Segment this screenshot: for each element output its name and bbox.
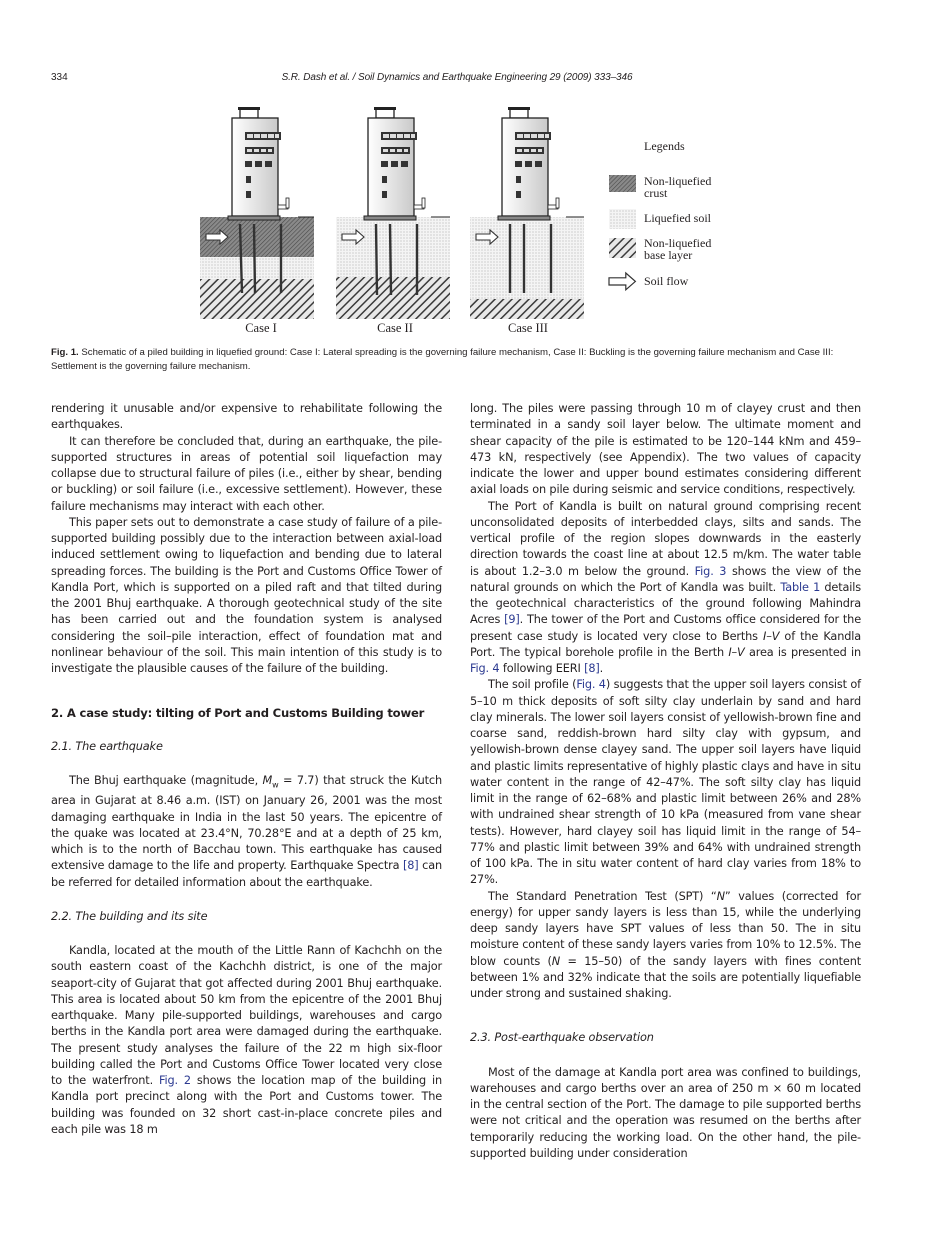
case-1-diagram (200, 107, 314, 319)
paragraph: It can therefore be concluded that, during an earthquake, the pile-supported structures in areas of potential soil liquefaction may collapse due to structural failure of piles (i.e., either by shear, bending or buckling) or soil failure (i.e., excessive settlement). However, these failure mechanisms may interact with each other. (51, 434, 442, 513)
figure-link[interactable]: Fig. 3 (694, 564, 727, 578)
legend-title: Legends (644, 139, 685, 153)
figure-link[interactable]: Fig. 2 (158, 1074, 191, 1087)
paragraph: rendering it unusable and/or expensive to rehabilitate following the earthquakes. (51, 402, 442, 432)
legend-item-base-line2: base layer (644, 248, 693, 262)
subsection-heading-2-2: 2.2. The building and its site (51, 909, 208, 923)
figure-label: Fig. 1. (51, 347, 79, 358)
paragraph: The soil profile (Fig. 4) suggests that the upper soil layers consist of 5–10 m thick deposits of soft silty clay underlain by sand and hard clay minerals. The lower soil layers consist of yellowish-brown fine and coarse sand, reddish-brown hard silty clay with gypsum, and yellowish-brown dense clayey sand. The upper soil layers have liquid and plastic limits representative of highly plastic clays and have in situ water content in the range of 42–47%. The soft silty clay has liquid limit in the range of 62–68% and plastic limit between 26% and 28% with undrained shear strength of 10 kPa (measured from vane shear tests). However, hard clayey soil has liquid limit in the range of 54–77% and plastic limit between 39% and 64% with undrained strength of 100 kPa. The in situ water content of hard clay varies from 18% to 27%. (470, 678, 861, 887)
legend-item-base-line1: Non-liquefied (644, 236, 712, 250)
paragraph: long. The piles were passing through 10 m of clayey crust and then terminated in a sandy soil layer below. The ultimate moment and shear capacity of the pile is estimated to be 120–144 kNm and 459–473 kN, respectively (see Appendix). The two values of capacity indicate the lower and upper bound estimates considering different axial loads on pile during seismic and service conditions, respectively. (470, 402, 861, 497)
subsection-heading-2-1: 2.1. The earthquake (51, 739, 163, 753)
figure-caption-text: Schematic of a piled building in liquefied ground: Case I: Lateral spreading is the governing failure mechanism, Case II: Buckling is the governing failure mechanism and Case III: Settlement is the governing failure mechanism. (51, 347, 834, 372)
page-number: 334 (51, 72, 68, 83)
arrow-right-outline-icon (609, 273, 635, 290)
reference-link[interactable]: [9] (504, 613, 520, 627)
figure-1 (196, 105, 736, 337)
figure-link[interactable]: Fig. 4 (576, 678, 606, 692)
case-1-label: Case I (245, 321, 277, 335)
paragraph: The Port of Kandla is built on natural ground comprising recent unconsolidated deposits of interbedded clays, silts and sands. The vertical profile of the region slopes downwards in the easterly direction towards the coast line at about 12.5 m/km. The water table is about 1.2–3.0 m below the ground. Fig. 3 shows the view of the natural grounds on which the Port of Kandla was built. Table 1 details the geotechnical characteristics of the ground following Mahindra Acres [9]. The tower of the Port and Customs office considered for the present case study is located very close to Berths I–V of the Kandla Port. The typical borehole profile in the Berth I–V area is presented in Fig. 4 following EERI [8]. (470, 499, 861, 675)
right-column (470, 401, 861, 1162)
dotted-swatch-icon (609, 209, 636, 229)
case-2-label: Case II (377, 321, 413, 335)
figure-link[interactable]: Fig. 4 (470, 662, 500, 675)
cross-hatch-swatch-icon (609, 175, 636, 192)
paragraph: The Standard Penetration Test (SPT) “N” values (corrected for energy) for upper sandy layers is less than 15, while the underlying deep sandy layers have SPT values of less than 50. The in situ moisture content of these sandy layers varies from 10% to 12.5%. The blow counts (N = 15–50) of the sandy layers with fines content between 1% and 32% indicate that the soils are potentially liquefiable under strong and sustained shaking. (470, 889, 862, 1000)
piled-building-schematic (196, 105, 736, 337)
figure-legend (609, 139, 712, 290)
paragraph: This paper sets out to demonstrate a case study of failure of a pile-supported building possibly due to the interaction between axial-load induced settlement owing to liquefaction and bending due to lateral spreading forces. The building is the Port and Customs Office Tower of Kandla Port, which is supported on a piled raft and that tilted during the 2001 Bhuj earthquake. A thorough geotechnical study of the site has been carried out and the foundation system is analysed considering the soil–pile interaction, effect of foundation mat and nonlinear behaviour of the soil. This main intention of this study is to investigate the plausible causes of the failure of the building. (51, 515, 442, 675)
legend-item-liquefied: Liquefied soil (644, 211, 711, 225)
reference-link[interactable]: [8] (402, 859, 419, 873)
section-heading-2: 2. A case study: tilting of Port and Customs Building tower (51, 706, 425, 721)
case-3-label: Case III (508, 321, 548, 335)
case-2-diagram (336, 107, 450, 319)
diagonal-hatch-swatch-icon (609, 238, 636, 258)
paragraph: Most of the damage at Kandla port area was confined to buildings, warehouses and cargo berths over an area of 250 m × 60 m located in the central section of the Port. The damage to pile supported berths were not critical and the operation was resumed on the berths after temporarily reducing the working load. On the other hand, the pile-supported building under consideration (470, 1065, 861, 1160)
table-link[interactable]: Table 1 (780, 580, 821, 594)
subsection-heading-2-3: 2.3. Post-earthquake observation (470, 1031, 654, 1045)
legend-item-soil-flow: Soil flow (644, 274, 689, 288)
running-header (51, 72, 863, 88)
legend-item-crust-line1: Non-liquefied (644, 174, 712, 188)
reference-link[interactable]: [8] (584, 662, 600, 675)
left-column (51, 401, 442, 1138)
journal-citation: S.R. Dash et al. / Soil Dynamics and Earthquake Engineering 29 (2009) 333–346 (281, 72, 633, 83)
paragraph: The Bhuj earthquake (magnitude, $M_w = 7.7$) that struck the Kutch area in Gujarat at 8.46 a.m. (IST) on January 26, 2001 was the most damaging earthquake in India in the last 50 years. The epicentre of the quake was located at 23.4°N, 70.28°E and at a depth of 25 km, which is to the north of Bacchau town. This earthquake has caused extensive damage to the life and property. Earthquake Spectra [8] can be referred for detailed information about the earthquake. (51, 773, 442, 889)
figure-caption (51, 346, 863, 374)
case-3-diagram (470, 107, 584, 319)
paragraph: Kandla, located at the mouth of the Little Rann of Kachchh on the south eastern coast of the Kachchh district, is one of the major seaport-city of Gujarat that got affected during 2001 Bhuj earthquake. This area is located about 50 km from the epicentre of the 2001 Bhuj earthquake. Many pile-supported buildings, warehouses and cargo berths in the Kandla port area were damaged during the earthquake. The present study analyses the failure of the 22 m high six-floor building called the Port and Customs Office Tower located very close to the waterfront. Fig. 2 shows the location map of the building in Kandla port precinct along with the Port and Customs tower. The building was founded on 32 short cast-in-place concrete piles and each pile was 18 m (51, 944, 442, 1136)
legend-item-crust-line2: crust (644, 186, 668, 200)
